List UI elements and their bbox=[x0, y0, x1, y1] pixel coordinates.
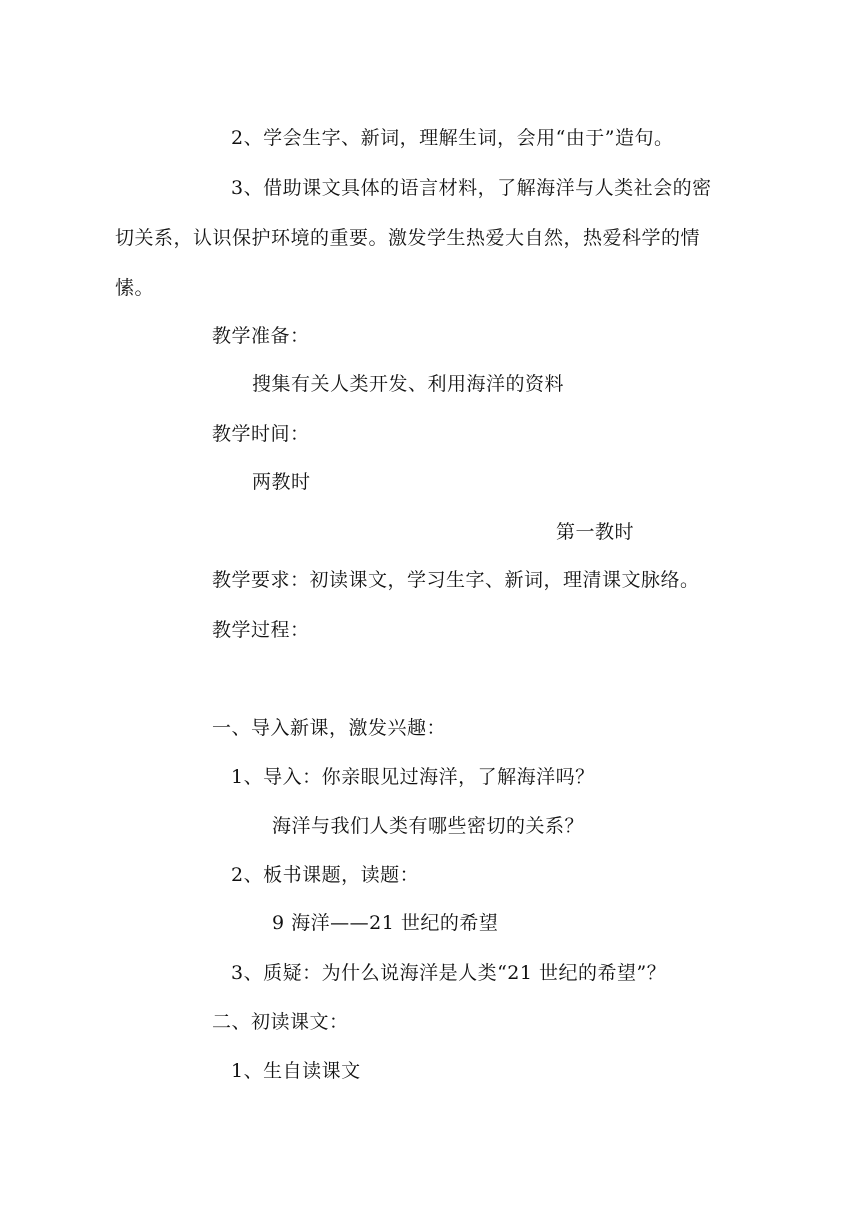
section-1-step-2: 2、板书课题，读题： bbox=[231, 864, 420, 886]
objective-item-3-line-3: 愫。 bbox=[115, 277, 155, 299]
lesson-1-requirements: 教学要求：初读课文，学习生字、新词，理清课文脉络。 bbox=[212, 569, 700, 591]
section-1-step-3: 3、质疑：为什么说海洋是人类“21 世纪的希望”？ bbox=[231, 962, 667, 984]
section-1-step-1: 1、导入：你亲眼见过海洋，了解海洋吗？ bbox=[231, 766, 595, 788]
objective-item-3-line-2: 切关系，认识保护环境的重要。激发学生热爱大自然，热爱科学的情 bbox=[115, 227, 701, 249]
objective-item-3-line-1: 3、借助课文具体的语言材料，了解海洋与人类社会的密 bbox=[231, 177, 712, 199]
section-1-heading: 一、导入新课，激发兴趣： bbox=[212, 717, 447, 739]
process-heading: 教学过程： bbox=[212, 619, 310, 641]
section-2-heading: 二、初读课文： bbox=[212, 1011, 349, 1033]
lesson-1-title: 第一教时 bbox=[556, 521, 635, 543]
section-1-step-1-sub: 海洋与我们人类有哪些密切的关系？ bbox=[272, 815, 585, 837]
time-content: 两教时 bbox=[252, 471, 311, 493]
preparation-heading: 教学准备： bbox=[212, 325, 310, 347]
objective-item-2: 2、学会生字、新词，理解生词，会用“由于”造句。 bbox=[231, 127, 674, 149]
section-1-step-2-sub: 9 海洋——21 世纪的希望 bbox=[272, 912, 499, 934]
time-heading: 教学时间： bbox=[212, 423, 310, 445]
section-2-step-1: 1、生自读课文 bbox=[231, 1060, 361, 1082]
preparation-content: 搜集有关人类开发、利用海洋的资料 bbox=[252, 373, 565, 395]
